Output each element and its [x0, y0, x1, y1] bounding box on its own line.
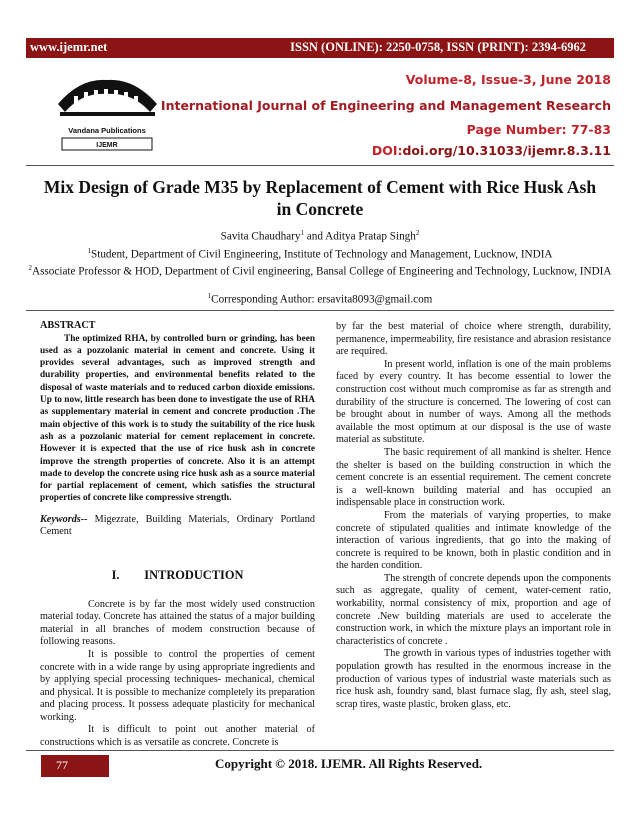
intro-paragraph-2: It is possible to control the properties of cement concrete with in a wide range by using appropriate ingredients and by applying special processing techniques- mechanical, chemical and physical. It is possible to mechanize completely its preparation and placing process. It possess adequate plasticity for mechanical working.: [40, 648, 315, 723]
body-divider: [26, 310, 614, 311]
doi: [372, 143, 611, 158]
header-divider: [26, 165, 614, 166]
journal-url[interactable]: www.ijemr.net: [30, 40, 108, 54]
title-line-2: in Concrete: [276, 199, 364, 219]
journal-name: International Journal of Engineering and Management Research: [160, 98, 611, 113]
intro-paragraph-6: From the materials of varying properties, to make concrete of stipulated qualities and intimate knowledge of the interaction of various ingredients, that go into the making of concrete is required to be known, both in plastic condition and in the harden condition.: [336, 509, 611, 572]
issn-text: ISSN (ONLINE): 2250-0758, ISSN (PRINT): 2394-6962: [290, 40, 586, 54]
doi-label: DOI:: [371, 143, 403, 158]
intro-paragraph-5: The basic requirement of all mankind is shelter. Hence the shelter is based on the building construction in which the cement concrete is an essential requirement. The cement concrete is a well-known building material and has occupied an indispensable place in construction work.: [336, 446, 611, 509]
footer-divider: [26, 750, 614, 751]
intro-paragraph-3: It is difficult to point out another material of constructions which is as versatile as concrete. Concrete is: [40, 724, 315, 749]
author-names: Savita Chaudhary$^1$ and Aditya Pratap Singh$^2$: [220, 229, 420, 243]
keywords: Keywords-- Migezrate, Building Materials, Ordinary Portland Cement: [40, 513, 315, 538]
logo-publisher-text: Vandana Publications: [68, 126, 146, 135]
section-heading-introduction: I. INTRODUCTION: [111, 567, 244, 582]
intro-paragraph-7: The strength of concrete depends upon the components such as aggregate, quality of cement, water-cement ratio, workability, normal consistency of mix, proportion and age of concrete .New building materials are used to accelerate the construction work, in which the mixture plays an important role in characteristics of concrete .: [336, 572, 611, 647]
intro-paragraph-8: The growth in various types of industries together with population growth has resulted in the enormous increase in the production of various types of industrial waste materials such as rice husk ash, foundry sand, blast furnace slag, fly ash, steel slag, scrap tires, waste plastic, broken glass, etc.: [336, 648, 611, 710]
header-bar: [26, 38, 614, 58]
publisher-logo: [50, 72, 165, 154]
intro-paragraph-3-cont: by far the best material of choice where strength, durability, permanence, impermeability, fire resistance and abrasion resistance are required.: [336, 321, 611, 358]
abstract-body: The optimized RHA, by controlled burn or grinding, has been used as a pozzolanic material in cement and concrete. Using it provides several advantages, such as improved strength and durability properties, and environmental benefits related to the disposal of waste materials and to reduced carbon dioxide emissions. Up to now, little research has been done to investigate the use of RHA as supplementary material in cement and concrete production .The main objective of this work is to study the suitability of the rice husk ash as a pozzolanic material for cement replacement in concrete. However it is expected that the use of rice husk ash in concrete improve the strength properties of concrete. Also it is an attempt made to develop the concrete using rice husk ash as a source material for partial replacement of cement, which satisfies the structural properties of concrete like compressive strength.: [40, 333, 315, 504]
affiliation-1: $^1$Student, Department of Civil Engineering, Institute of Technology and Management, Lucknow, INDIA: [87, 246, 553, 261]
footer-page-box: [41, 755, 109, 777]
page-number: Page Number: 77-83: [466, 122, 611, 137]
doi-link[interactable]: doi.org/10.31033/ijemr.8.3.11: [402, 143, 611, 158]
footer-page-number: 77: [56, 758, 68, 772]
title-line-1: Mix Design of Grade M35 by Replacement of Cement with Rice Husk Ash: [43, 177, 597, 197]
affiliation-2: $^2$Associate Professor & HOD, Department of Civil engineering, Bansal College of Engineering and Technology, Lucknow, INDIA: [28, 264, 612, 279]
logo-abbrev-text: IJEMR: [96, 142, 118, 149]
right-column: [336, 321, 611, 711]
footer-copyright: Copyright © 2018. IJEMR. All Rights Reserved.: [215, 756, 483, 771]
abstract-heading: ABSTRACT: [40, 320, 96, 331]
intro-paragraph-1: Concrete is by far the most widely used construction material today. Concrete has attained the status of a major building material in all branches of modem construction because of following reasons.: [40, 598, 315, 648]
volume-issue: Volume-8, Issue-3, June 2018: [405, 72, 611, 87]
left-column: [40, 320, 315, 750]
intro-paragraph-4: In present world, inflation is one of the main problems faced by every country. It has become essential to lower the construction cost without much compromise as far as strength and durability of the structure is concerned. The lowering of cost can be brought about in number of ways. Among all the methods available the most optimum at our disposal is the use of waste material as substitute.: [336, 358, 611, 446]
paper-title: [40, 176, 600, 220]
corresponding-author: $^1$Corresponding Author: ersavita8093@gmail.com: [207, 292, 433, 306]
authors-block: [26, 226, 614, 307]
